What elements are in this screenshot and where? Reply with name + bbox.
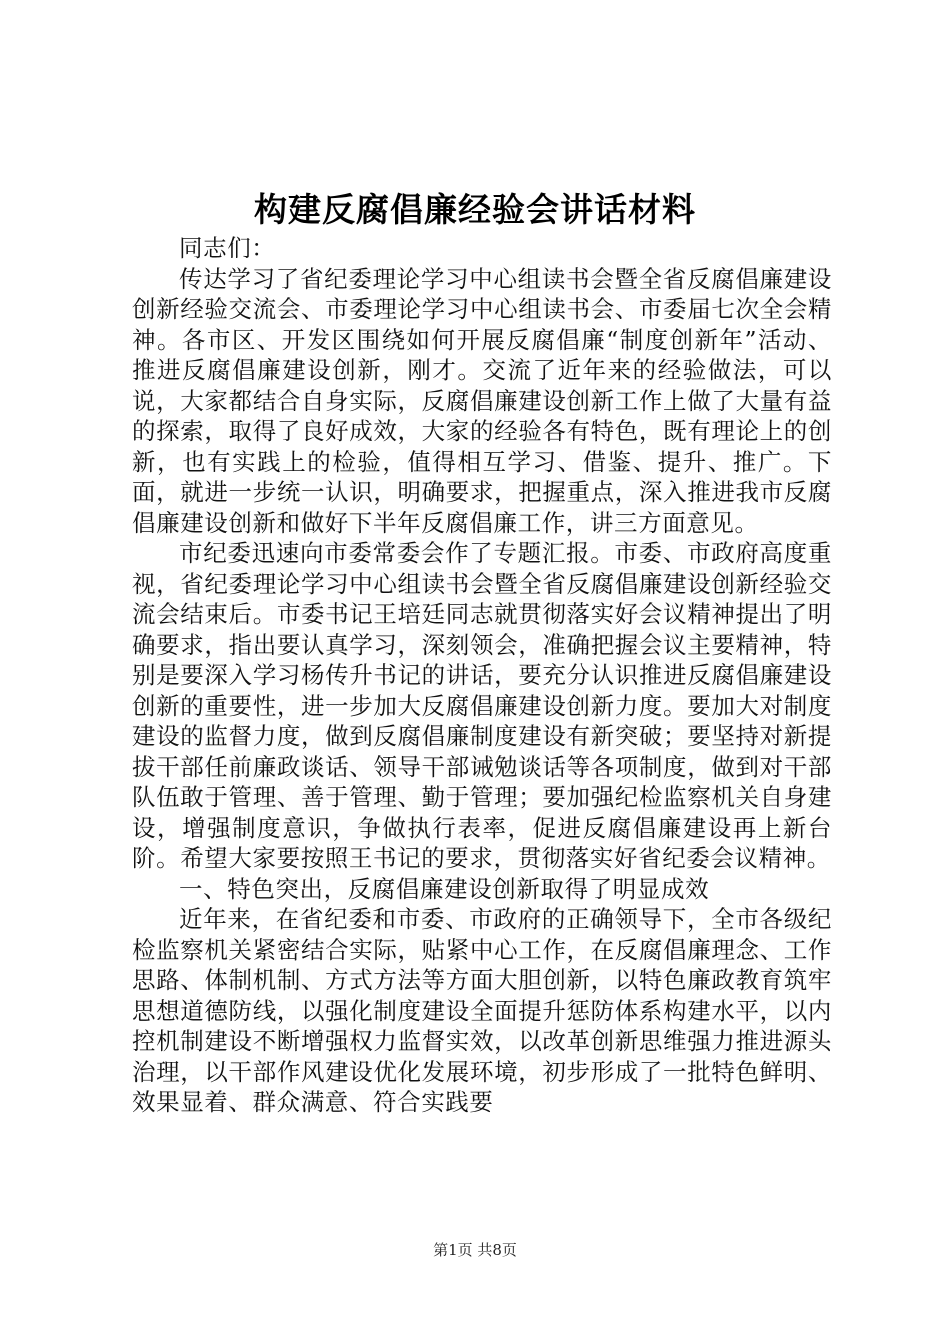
paragraph-achievements: 近年来，在省纪委和市委、市政府的正确领导下，全市各级纪检监察机关紧密结合实际，贴紧中心工作，在反腐倡廉理念、工作思路、体制机制、方式方法等方面大胆创新，以特色廉政教育筑牢思想道德防线，以强化制度建设全面提升惩防体系构建水平，以内控机制建设不断增强权力监督实效，以改革创新思维强力推进源头治理，以干部作风建设优化发展环境，初步形成了一批特色鲜明、效果显着、群众满意、符合实践要 xyxy=(132,905,832,1116)
document-body xyxy=(132,233,832,1118)
document-title: 构建反腐倡廉经验会讲话材料 xyxy=(254,190,696,229)
section-heading-1: 一、特色突出，反腐倡廉建设创新取得了明显成效 xyxy=(179,874,710,903)
page-footer: 第1页 共8页 xyxy=(433,1241,517,1259)
salutation: 同志们： xyxy=(179,234,276,262)
paragraph-report: 市纪委迅速向市委常委会作了专题汇报。市委、市政府高度重视，省纪委理论学习中心组读书会暨全省反腐倡廉建设创新经验交流会结束后。市委书记王培廷同志就贯彻落实好会议精神提出了明确要求，指出要认真学习，深刻领会，准确把握会议主要精神，特别是要深入学习杨传升书记的讲话，要充分认识推进反腐倡廉建设创新的重要性，进一步加大反腐倡廉建设创新力度。要加大对制度建设的监督力度，做到反腐倡廉制度建设有新突破；要坚持对新提拔干部任前廉政谈话、领导干部诫勉谈话等各项制度，做到对干部队伍敢于管理、善于管理、勤于管理；要加强纪检监察机关自身建设，增强制度意识，争做执行表率，促进反腐倡廉建设再上新台阶。希望大家要按照王书记的要求，贯彻落实好省纪委会议精神。 xyxy=(132,539,832,872)
paragraph-intro: 传达学习了省纪委理论学习中心组读书会暨全省反腐倡廉建设创新经验交流会、市委理论学习中心组读书会、市委届七次全会精神。各市区、开发区围绕如何开展反腐倡廉“制度创新年”活动、推进反腐倡廉建设创新，刚才。交流了近年来的经验做法，可以说，大家都结合自身实际，反腐倡廉建设创新工作上做了大量有益的探索，取得了良好成效，大家的经验各有特色，既有理论上的创新，也有实践上的检验，值得相互学习、借鉴、提升、推广。下面，就进一步统一认识，明确要求，把握重点，深入推进我市反腐倡廉建设创新和做好下半年反腐倡廉工作，讲三方面意见。 xyxy=(132,264,832,537)
